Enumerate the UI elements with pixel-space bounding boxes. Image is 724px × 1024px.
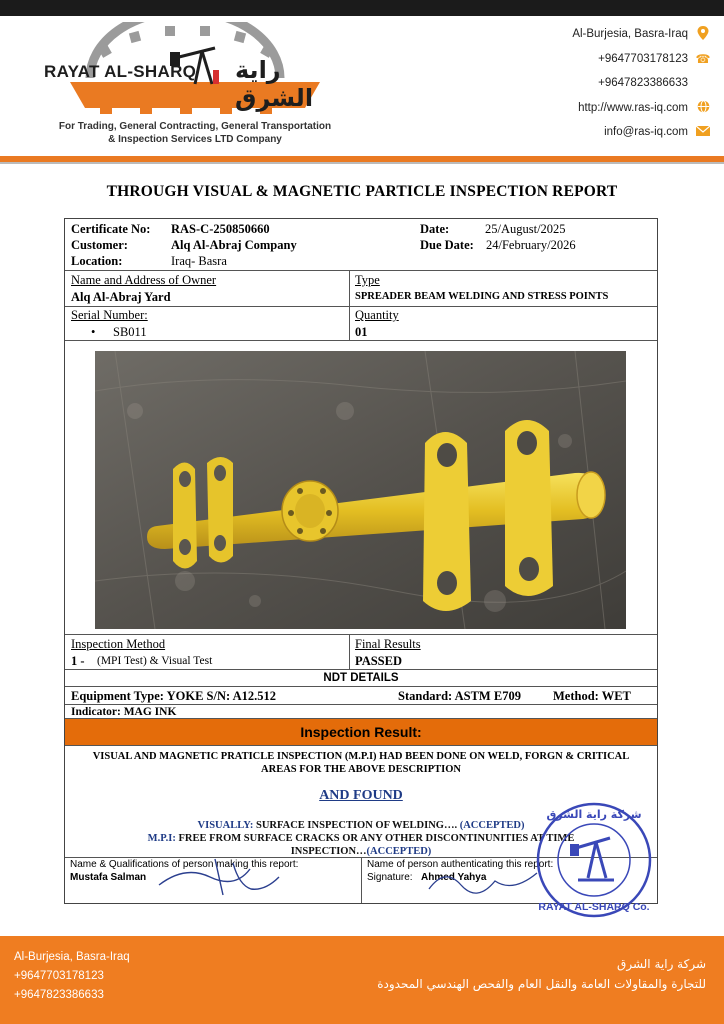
divider [65,306,657,307]
location-label: Location: [71,254,123,268]
top-bar [0,0,724,16]
final-results-value: PASSED [355,654,403,668]
footer-phone-2: +9647823386633 [14,989,104,1001]
divider [361,857,362,903]
and-found-heading: AND FOUND [319,788,403,803]
owner-label: Name and Address of Owner [71,273,217,287]
ndt-standard: Standard: ASTM E709 [398,689,521,703]
company-subtitle [30,120,360,146]
serial-value: SB011 [113,325,147,339]
footer-phone-1: +9647703178123 [14,970,104,982]
customer-label: Customer: [71,238,128,252]
inspection-result-heading: Inspection Result: [300,724,422,740]
phone-icon: ☎ [695,51,711,66]
footer [0,936,724,1024]
visual-text: SURFACE INSPECTION OF WELDING…. [253,820,460,831]
equipment-type: Equipment Type: YOKE S/N: A12.512 [71,689,277,703]
signature-label: Signature: [367,872,413,883]
visual-status: (ACCEPTED) [459,820,525,831]
subtitle-line-2: & Inspection Services LTD Company [108,134,282,145]
due-date-label: Due Date: [420,238,474,252]
maker-label: Name & Qualifications of person making this report: [70,859,299,870]
customer-value: Alq Al-Abraj Company [171,238,297,252]
contact-phone-1 [482,47,712,72]
company-stamp [524,800,664,920]
cert-label: Certificate No: [71,222,151,236]
footer-company-ar [286,954,706,994]
contact-website[interactable] [482,96,712,121]
contact-email[interactable] [482,120,712,145]
footer-ar-line-1: شركة راية الشرق [617,957,706,971]
divider [65,340,657,341]
contact-website-text[interactable]: http://www.ras-iq.com [578,101,688,114]
date-value: 25/August/2025 [485,222,566,236]
final-results-label: Final Results [355,637,421,651]
inspection-result-bar [65,718,657,746]
divider [65,669,657,670]
spreader-beam-image [95,351,626,629]
footer-contacts [14,948,130,1005]
equipment-photo [95,351,626,629]
indicator: Indicator: MAG INK [71,706,177,718]
ndt-heading: NDT DETAILS [323,672,399,684]
brand-name-en: RAYAT AL-SHARQ [44,62,197,81]
contact-phone-2-text: +9647823386633 [598,77,688,90]
method-value: (MPI Test) & Visual Test [97,655,213,667]
stamp-text-ar: شركة راية الشرق [546,808,642,821]
cert-value: RAS-C-250850660 [171,222,270,236]
contact-phone-1-text: +9647703178123 [598,52,688,65]
divider [65,686,657,687]
due-date-value: 24/February/2026 [486,238,576,252]
contact-phone-2 [482,71,712,96]
contact-address [482,22,712,47]
result-paragraph-line-1: VISUAL AND MAGNETIC PRATICLE INSPECTION (M.P.I) HAD BEEN DONE ON WELD, FORGN & CRITICAL [92,751,630,762]
result-paragraph [85,750,637,776]
maker-signature [155,855,285,901]
result-paragraph-line-2: AREAS FOR THE ABOVE DESCRIPTION [261,764,461,775]
method-label: Inspection Method [71,637,166,651]
footer-address: Al-Burjesia, Basra-Iraq [14,951,130,963]
method-number: 1 - [71,654,85,668]
location-pin-icon [694,26,712,43]
company-logo [30,22,360,152]
mail-icon [694,125,712,139]
mpi-status: (ACCEPTED) [366,846,432,857]
serial-bullet: • [91,325,96,339]
quantity-label: Quantity [355,308,399,322]
quantity-value: 01 [355,325,368,339]
contact-block [482,22,712,145]
globe-icon [694,100,712,116]
divider [65,634,657,635]
mpi-key: M.P.I: [147,833,176,844]
owner-value: Alq Al-Abraj Yard [71,290,171,304]
mpi-text-2: INSPECTION… [290,846,367,857]
authenticator-name: Ahmed Yahya [421,872,487,883]
location-value: Iraq- Basra [171,254,227,268]
divider [349,270,350,340]
authenticator-label: Name of person authenticating this report: [367,859,554,870]
type-label: Type [355,273,380,287]
contact-address-text: Al-Burjesia, Basra-Iraq [572,28,688,41]
mpi-text: FREE FROM SURFACE CRACKS OR ANY OTHER DISCONTINUNITIES AT TIME [175,833,575,844]
contact-email-text[interactable]: info@ras-iq.com [604,126,688,139]
ndt-method: Method: WET [553,689,631,703]
serial-label: Serial Number: [71,308,148,322]
subtitle-line-1: For Trading, General Contracting, General Transportation [58,121,332,132]
maker-name: Mustafa Salman [70,872,147,883]
stamp-text-en: RAYAT AL-SHARQ Co. [538,901,650,913]
header-gray-rule [0,162,724,164]
brand-name-ar: راية الشرق [235,56,314,112]
type-value: SPREADER BEAM WELDING AND STRESS POINTS [355,291,609,302]
footer-ar-line-2: للتجارة والمقاولات العامة والنقل العام والفحص الهندسي المحدودة [377,977,706,991]
divider [65,270,657,271]
visual-key: VISUALLY: [197,820,254,831]
report-title: THROUGH VISUAL & MAGNETIC PARTICLE INSPECTION REPORT [106,183,618,200]
date-label: Date: [420,222,450,236]
divider [349,634,350,669]
